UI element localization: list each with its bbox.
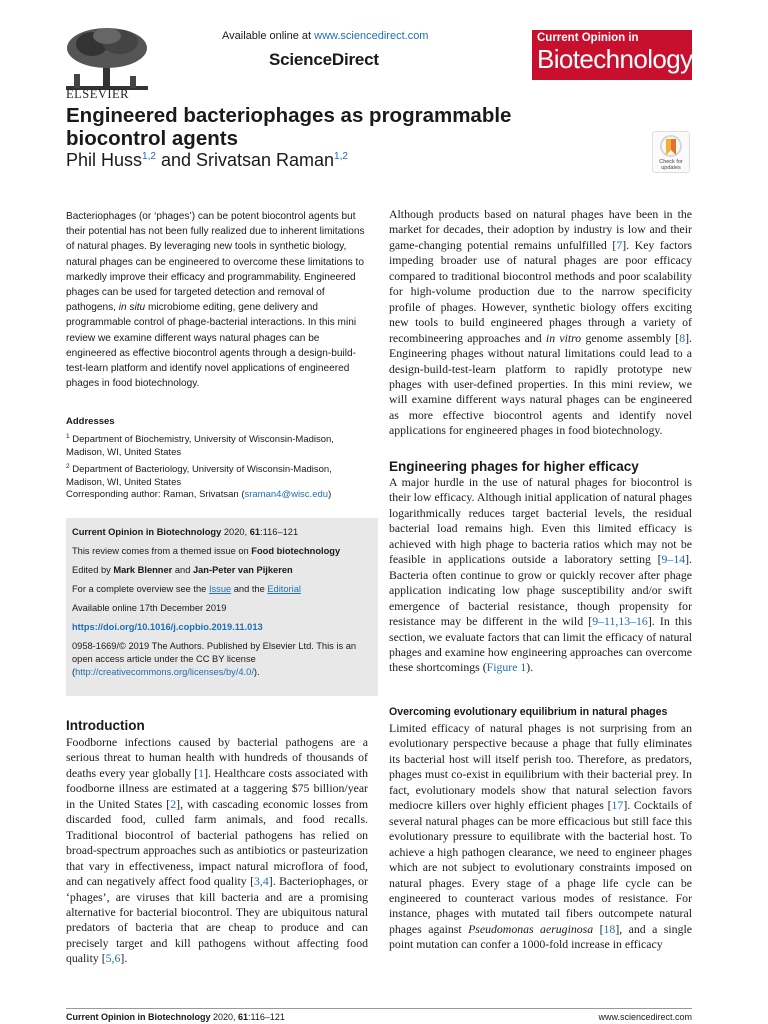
citation-link[interactable]: 3,4 — [254, 874, 269, 889]
body-text: ], with cascading economic losses from discarded food, culled farm animals, and food recalls. Traditional biocontrol of bacterial pathogens has relied on broad-spectrum approaches such as antibiotics or pasteurization that vary in effectiveness, impact natural microflora of food, and can negatively affect food quality [ — [66, 796, 368, 889]
available-online-line — [222, 30, 428, 42]
edited-prefix: Edited by — [72, 565, 114, 575]
themed-issue-line — [72, 545, 372, 558]
editorial-link[interactable]: Editorial — [267, 584, 301, 594]
body-text: [ — [593, 921, 604, 936]
overview-and: and the — [231, 584, 268, 594]
license-text — [72, 640, 372, 679]
corresponding-suffix: ) — [328, 489, 332, 500]
citation-link[interactable]: 8 — [679, 330, 686, 345]
sciencedirect-link[interactable]: www.sciencedirect.com — [314, 30, 429, 42]
author-affiliation-sup[interactable]: 1,2 — [142, 151, 156, 162]
license-link[interactable]: http://creativecommons.org/licenses/by/4.0/ — [75, 667, 254, 677]
body-paragraph — [389, 475, 692, 676]
body-text: Limited efficacy of natural phages is not surprising from an evolutionary perspective because a phage that fully eliminates its bacterial host will itself perish too. Therefore, as predators, phages must co-exist in equilibrium with their bacterial prey. In fact, evolutionary models show that natural selection favors mediocre killers over highly efficient phages [ — [389, 721, 692, 813]
body-text: ], and a single point mutation can confer a 1000-fold increase in efficacy — [389, 921, 692, 952]
bookmark-icon — [660, 135, 682, 159]
body-text: ]. Healthcare costs associated with foodborne illness are estimated at a taggering $75 billion/year in the United States [ — [66, 765, 368, 811]
author-list — [66, 150, 348, 171]
footer-journal: Current Opinion in Biotechnology — [66, 1012, 211, 1022]
corresponding-email-link[interactable]: sraman4@wisc.edu — [244, 489, 329, 500]
body-text: ]. — [120, 951, 128, 966]
elsevier-tree-logo — [62, 26, 152, 96]
author-name[interactable]: Phil Huss — [66, 150, 143, 170]
sciencedirect-brand[interactable]: ScienceDirect — [269, 50, 379, 69]
overview-line — [72, 583, 372, 596]
citation-link[interactable]: 1 — [198, 765, 205, 780]
citation-volume: 61 — [249, 527, 261, 537]
author-name[interactable]: Srivatsan Raman — [195, 150, 335, 170]
address-sup: 1 — [66, 433, 70, 440]
editors-and: and — [172, 565, 193, 575]
body-text: Although products based on natural phages have been in the market for decades, their adoption by industry is low and their game-changing potential remains unfulfilled [ — [389, 207, 692, 252]
article-title: Engineered bacteriophages as programmable biocontrol agents — [66, 104, 512, 150]
citation-link[interactable]: 7 — [616, 237, 623, 252]
corresponding-prefix: Corresponding author: Raman, Srivatsan ( — [66, 489, 245, 500]
body-paragraph — [389, 207, 692, 439]
body-italic: Pseudomonas aeruginosa — [468, 921, 594, 936]
footer-divider — [66, 1008, 692, 1009]
body-text: A major hurdle in the use of natural phages for biocontrol is their low efficacy. Although initial application of natural phages logarithmically reduces target bacterial levels, the residual bacterial load remains high. Even this limited efficacy is achieved with high phage to bacteria ratios which may not be feasible in applications outside a laboratory setting [ — [389, 475, 692, 567]
author-separator: and — [155, 150, 196, 170]
available-online-prefix: Available online at — [222, 30, 315, 42]
body-italic: in vitro — [545, 330, 582, 345]
introduction-paragraph — [66, 735, 368, 967]
citation-year: 2020, — [221, 527, 250, 537]
available-online-date: Available online 17th December 2019 — [72, 603, 227, 613]
journal-badge-line2: Biotechnology — [537, 44, 693, 74]
check-for-updates-label: Check for updates — [659, 159, 683, 171]
publisher-name: ELSEVIER — [66, 87, 130, 101]
edited-by-line — [72, 564, 372, 577]
footer-volume: 61 — [238, 1012, 249, 1022]
overview-prefix: For a complete overview see the — [72, 584, 209, 594]
editor-name: Jan-Peter van Pijkeren — [192, 565, 293, 575]
footer-pages: :116–121 — [248, 1012, 285, 1022]
address-item — [66, 460, 368, 490]
journal-badge-line1: Current Opinion in — [537, 32, 639, 44]
addresses-list — [66, 430, 368, 489]
citation-link[interactable]: 18 — [603, 921, 616, 936]
citation-link[interactable]: 2 — [170, 796, 177, 811]
body-paragraph — [389, 721, 692, 953]
body-text: genome assembly [ — [581, 330, 680, 345]
editor-name: Mark Blenner — [113, 565, 173, 575]
subsection-heading: Overcoming evolutionary equilibrium in natural phages — [389, 706, 668, 718]
journal-badge[interactable] — [532, 30, 692, 80]
footer-url[interactable]: www.sciencedirect.com — [598, 1012, 692, 1022]
address-text: Department of Biochemistry, University of Wisconsin-Madison, Madison, WI, United States — [66, 434, 334, 459]
author-affiliation-sup[interactable]: 1,2 — [334, 151, 348, 162]
address-item — [66, 430, 368, 460]
body-text: ]. In this section, we evaluate factors that can limit the efficacy of natural phages and examine how engineering approaches can overcome these shortcomings ( — [389, 614, 692, 675]
themed-prefix: This review comes from a themed issue on — [72, 546, 252, 556]
figure-link[interactable]: Figure 1 — [486, 660, 527, 675]
citation-journal: Current Opinion in Biotechnology — [72, 527, 222, 537]
body-text: ]. Bacteriophages, or ‘phages’, are viruses that kill bacteria and are a promising alternative for bacterial biocontrol. They are ubiquitous natural predators of bacteria that are cheap to produce and can precisely target and kill pathogens without affecting food quality [ — [66, 874, 368, 966]
section-heading: Engineering phages for higher efficacy — [389, 459, 639, 474]
addresses-heading: Addresses — [66, 416, 115, 427]
footer-year: 2020, — [210, 1012, 239, 1022]
body-text: ]. Cocktails of several natural phages can be more efficacious but still face this evolutionary pressure to equilibrate with the bacterial host. To achieve a high pathogen clearance, we need to engineer phages which are not subject to evolutionary constraints imposed on natural phages. Every stage of a phage life cycle can be engineered to counteract various modes of resistance. For instance, phages with mutated tail fibers outcompete natural phages against — [389, 798, 692, 936]
abstract-text: microbiome editing, gene delivery and programmable control of phage-bacterial interactions. In this mini review we examine different ways natural phages can be engineered as effective biocontrol agents through a design-build-test-learn platform and identify novel applications of engineered phages in food biotechnology. — [66, 302, 357, 390]
address-sup: 2 — [66, 462, 70, 470]
citation-line — [72, 526, 372, 539]
citation-link[interactable]: 9–14 — [661, 552, 686, 567]
article-info-box — [66, 518, 378, 696]
abstract — [66, 209, 368, 391]
body-text: ]. Engineering phages without natural limitations could lead to a design-build-test-learn platform to rapidly prototype new phages with user-defined properties. In this mini review, we will examine different ways natural phages can be engineered as more effective biocontrol agents and identify novel applications for engineered phages in food biotechnology. — [389, 330, 692, 438]
abstract-text: Bacteriophages (or ‘phages’) can be potent biocontrol agents but their potential has not been fully realized due to inherent limitations of natural phages. By leveraging new tools in synthetic biology, natural phages can be engineered to overcome these limitations to markedly improve their efficacy and programmability. Engineered phages can be used for targeted detection and removal of pathogens, — [66, 211, 365, 314]
introduction-heading: Introduction — [66, 718, 145, 733]
body-text: Foodborne infections caused by bacterial pathogens are a serious threat to human health with hundreds of thousands of deaths every year globally [ — [66, 735, 368, 780]
corresponding-author — [66, 489, 368, 500]
issue-link[interactable]: Issue — [208, 584, 232, 594]
license-statement: 0958-1669/© 2019 The Authors. Published by Elsevier Ltd. This is an open access article under the CC BY license ( — [72, 641, 357, 677]
address-text: Department of Bacteriology, University of Wisconsin-Madison, Madison, WI, United States — [66, 463, 332, 488]
doi-link[interactable]: https://doi.org/10.1016/j.copbio.2019.11.013 — [72, 622, 263, 632]
check-for-updates-button[interactable] — [652, 131, 690, 173]
theme-name: Food biotechnology — [251, 546, 341, 556]
body-text: ]. Key factors impeding broader use of natural phages are poor efficacy compared to traditional biocontrol methods and poor scalability for high-volume production due to the narrow specificity profile of phages. However, synthetic biology offers exciting new tools to build engineered phages through a variety of recombineering approaches and — [389, 237, 692, 345]
citation-link[interactable]: 17 — [611, 798, 624, 813]
license-end: ). — [253, 667, 260, 677]
citation-pages: :116–121 — [260, 527, 299, 537]
citation-link[interactable]: 9–11,13–16 — [592, 614, 648, 629]
body-text: ). — [526, 660, 534, 675]
abstract-italic: in situ — [118, 302, 146, 314]
footer-citation — [66, 1012, 285, 1022]
citation-link[interactable]: 5,6 — [105, 951, 121, 966]
body-text: ]. Bacteria often continue to grow or quickly recover after phage application indicating low phage susceptibility and/or swift emergence of bacterial resistance, though propensity for resistance may be different in the wild [ — [389, 552, 692, 629]
